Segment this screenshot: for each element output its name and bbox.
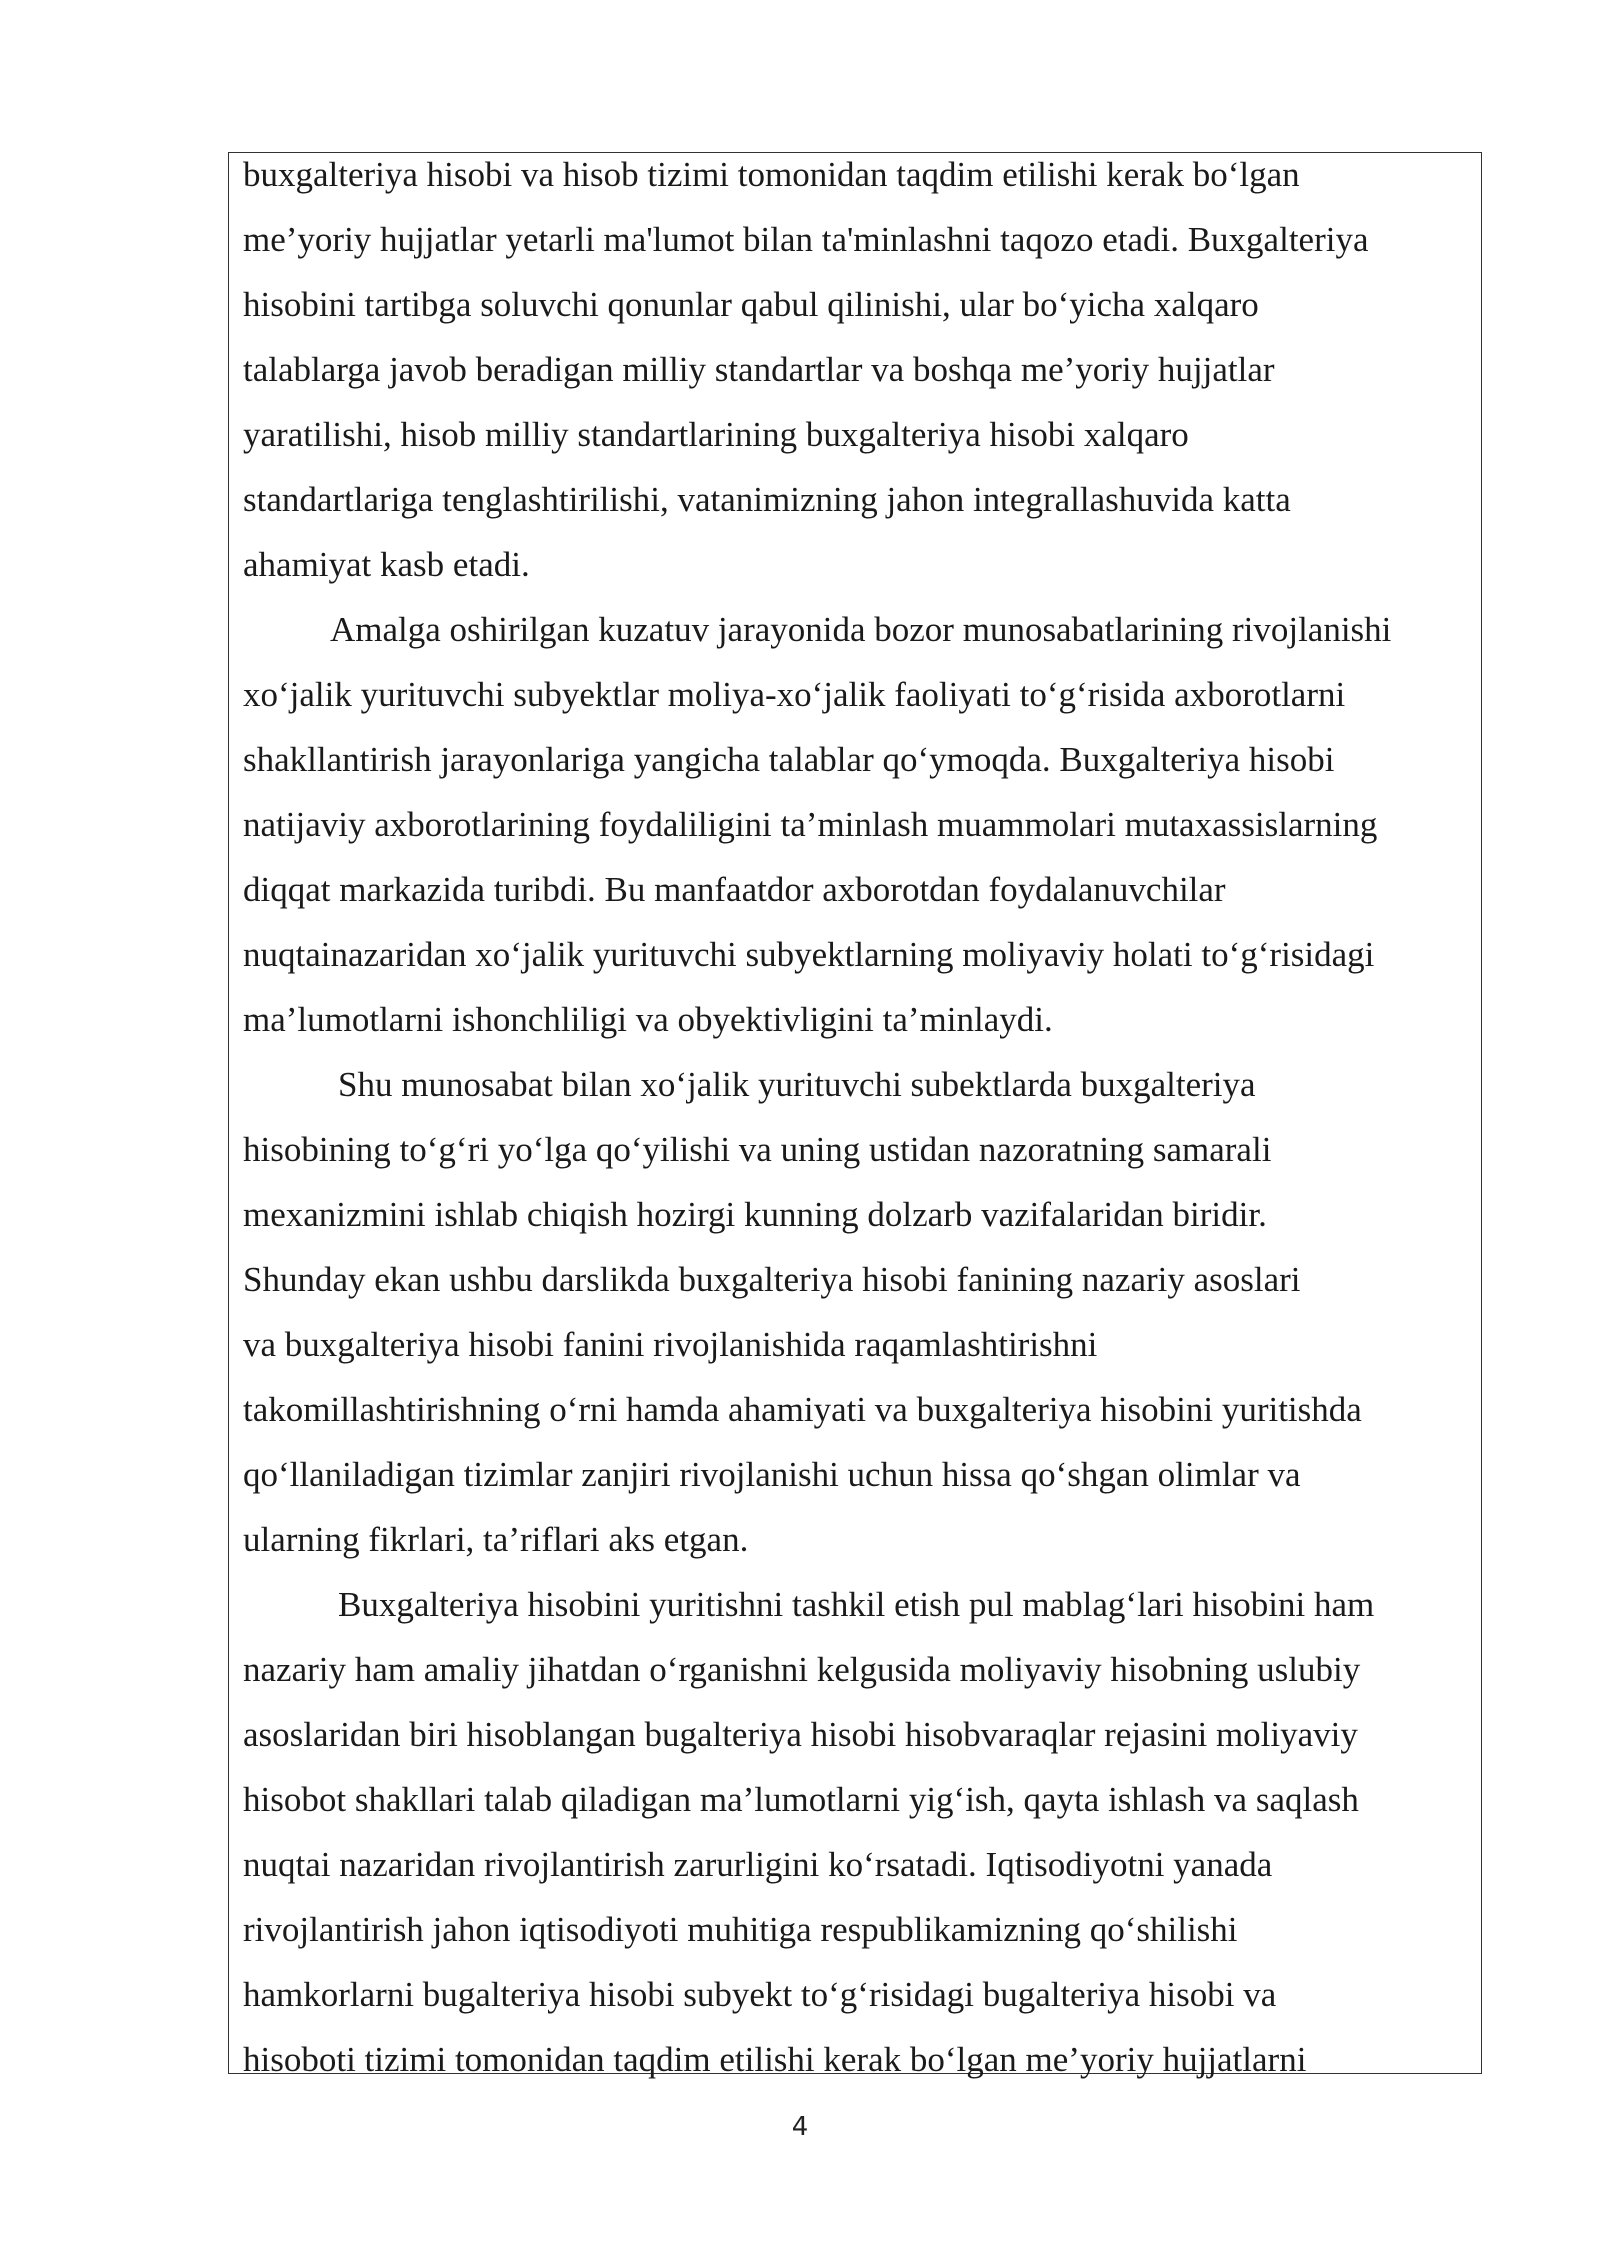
text-line: shakllantirish jarayonlariga yangicha talablar qo‘ymoqda. Buxgalteriya hisobi bbox=[243, 740, 1335, 779]
text-line: yaratilishi, hisob milliy standartlarining buxgalteriya hisobi xalqaro bbox=[243, 415, 1189, 454]
text-line: hamkorlarni bugalteriya hisobi subyekt to‘g‘risidagi bugalteriya hisobi va bbox=[243, 1975, 1277, 2014]
text-line: Amalga oshirilgan kuzatuv jarayonida bozor munosabatlarining rivojlanishi bbox=[330, 610, 1392, 649]
text-line: xo‘jalik yurituvchi subyektlar moliya-xo‘jalik faoliyati to‘g‘risida axborotlarni bbox=[243, 675, 1346, 714]
text-line: ahamiyat kasb etadi. bbox=[243, 545, 530, 584]
text-line: Shunday ekan ushbu darslikda buxgalteriya hisobi fanining nazariy asoslari bbox=[243, 1260, 1301, 1299]
text-line: va buxgalteriya hisobi fanini rivojlanishida raqamlashtirishni bbox=[243, 1325, 1098, 1364]
text-line: hisobot shakllari talab qiladigan ma’lumotlarni yig‘ish, qayta ishlash va saqlash bbox=[243, 1780, 1359, 1819]
text-line: mexanizmini ishlab chiqish hozirgi kunning dolzarb vazifalaridan biridir. bbox=[243, 1195, 1267, 1234]
text-line: qo‘llaniladigan tizimlar zanjiri rivojlanishi uchun hissa qo‘shgan olimlar va bbox=[243, 1455, 1301, 1494]
text-line: ma’lumotlarni ishonchliligi va obyektivligini ta’minlaydi. bbox=[243, 1000, 1053, 1039]
text-line: natijaviy axborotlarining foydaliligini ta’minlash muammolari mutaxassislarning bbox=[243, 805, 1378, 844]
text-line: diqqat markazida turibdi. Bu manfaatdor axborotdan foydalanuvchilar bbox=[243, 870, 1226, 909]
text-line: Shu munosabat bilan xo‘jalik yurituvchi subektlarda buxgalteriya bbox=[338, 1065, 1256, 1104]
text-line: hisobini tartibga soluvchi qonunlar qabul qilinishi, ular bo‘yicha xalqaro bbox=[243, 285, 1259, 324]
text-line: talablarga javob beradigan milliy standartlar va boshqa me’yoriy hujjatlar bbox=[243, 350, 1275, 389]
text-line: hisoboti tizimi tomonidan taqdim etilishi kerak bo‘lgan me’yoriy hujjatlarni bbox=[243, 2040, 1307, 2079]
text-line: nuqtainazaridan xo‘jalik yurituvchi subyektlarning moliyaviy holati to‘g‘risidagi bbox=[243, 935, 1375, 974]
text-line: hisobining to‘g‘ri yo‘lga qo‘yilishi va uning ustidan nazoratning samarali bbox=[243, 1130, 1272, 1169]
text-line: takomillashtirishning o‘rni hamda ahamiyati va buxgalteriya hisobini yuritishda bbox=[243, 1390, 1362, 1429]
text-line: me’yoriy hujjatlar yetarli ma'lumot bilan ta'minlashni taqozo etadi. Buxgalteriya bbox=[243, 220, 1369, 259]
text-line: nuqtai nazaridan rivojlantirish zarurligini ko‘rsatadi. Iqtisodiyotni yanada bbox=[243, 1845, 1273, 1884]
text-line: ularning fikrlari, ta’riflari aks etgan. bbox=[243, 1520, 749, 1559]
text-line: asoslaridan biri hisoblangan bugalteriya hisobi hisobvaraqlar rejasini moliyaviy bbox=[243, 1715, 1358, 1754]
text-line: standartlariga tenglashtirilishi, vatanimizning jahon integrallashuvida katta bbox=[243, 480, 1291, 519]
text-line: rivojlantirish jahon iqtisodiyoti muhitiga respublikamizning qo‘shilishi bbox=[243, 1910, 1238, 1949]
text-line: Buxgalteriya hisobini yuritishni tashkil etish pul mablag‘lari hisobini ham bbox=[338, 1585, 1375, 1624]
text-line: buxgalteriya hisobi va hisob tizimi tomonidan taqdim etilishi kerak bo‘lgan bbox=[243, 155, 1300, 194]
page-number: 4 bbox=[791, 2112, 809, 2142]
text-line: nazariy ham amaliy jihatdan o‘rganishni kelgusida moliyaviy hisobning uslubiy bbox=[243, 1650, 1361, 1689]
